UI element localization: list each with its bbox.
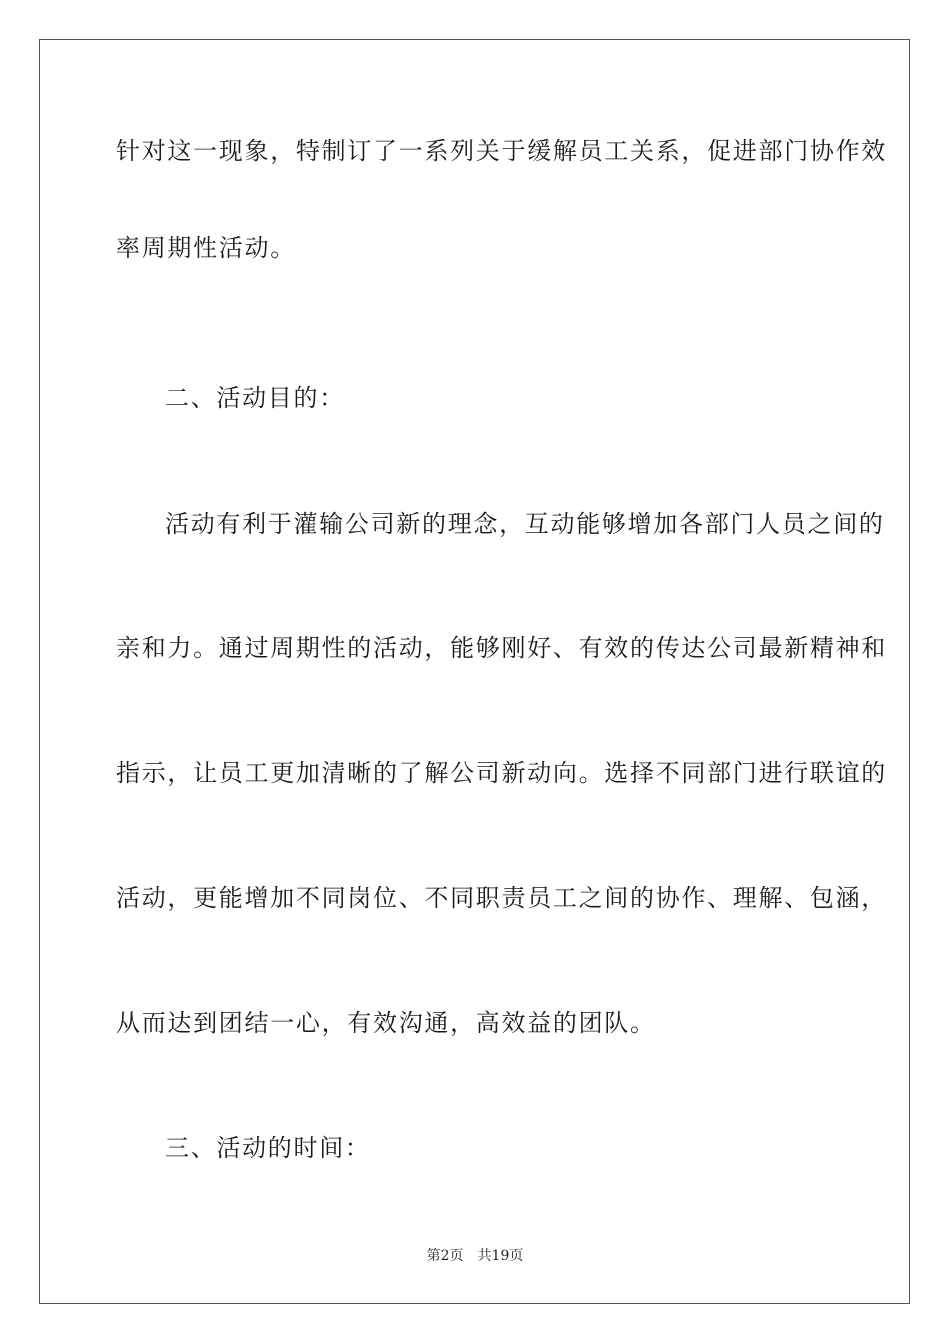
body-text-line: 活动，更能增加不同岗位、不同职责员工之间的协作、理解、包涵， [116, 884, 887, 912]
body-text-line: 亲和力。通过周期性的活动，能够刚好、有效的传达公司最新精神和 [116, 634, 887, 662]
page-footer [0, 1247, 950, 1265]
body-text-line: 活动有利于灌输公司新的理念，互动能够增加各部门人员之间的 [165, 510, 885, 538]
body-text-line: 针对这一现象，特制订了一系列关于缓解员工关系，促进部门协作效 [116, 137, 887, 165]
body-text-line: 指示，让员工更加清晰的了解公司新动向。选择不同部门进行联谊的 [116, 759, 887, 787]
body-text-line: 从而达到团结一心，有效沟通，高效益的团队。 [116, 1009, 656, 1037]
section-heading-time: 三、活动的时间： [165, 1134, 371, 1162]
page-border [39, 39, 910, 1304]
section-heading-purpose: 二、活动目的： [165, 384, 345, 412]
page-number: 第2页 [426, 1248, 464, 1264]
body-text-line: 率周期性活动。 [116, 234, 296, 262]
page-total: 共19页 [477, 1248, 524, 1264]
